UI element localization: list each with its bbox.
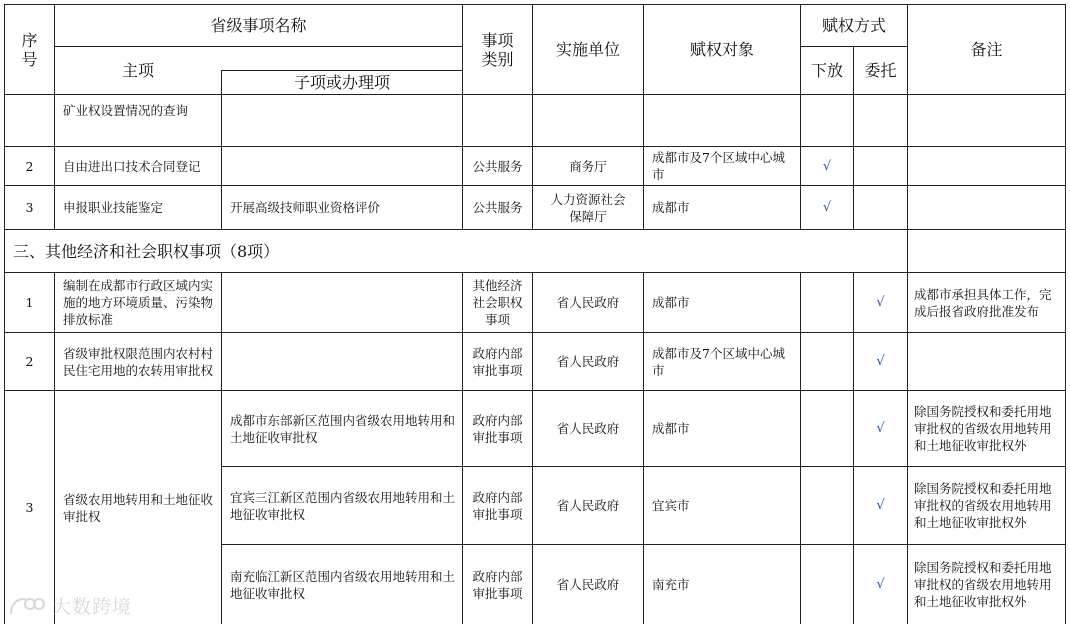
group3-sub-0: 成都市东部新区范围内省级农用地转用和土地征收审批权 [230,412,456,445]
row2-0-remark: 成都市承担具体工作，完成后报省政府批准发布 [914,286,1052,319]
row2-1-seq: 2 [25,354,34,369]
watermark-text: 大数跨境 [52,596,133,618]
row-2-target: 成都市 [652,200,690,215]
watermark [8,592,132,619]
row-2-sub: 开展高级技师职业资格评价 [230,200,381,215]
row2-0-seq: 1 [25,295,34,310]
header-mode-group: 赋权方式 [821,16,886,35]
row2-1-category: 政府内部审批事项 [472,345,523,378]
group3-sub-2-remark: 除国务院授权和委托用地审批权的省级农用地转用和土地征收审批权外 [914,560,1052,609]
row-0-main: 矿业权设置情况的查询 [63,102,189,118]
group3-sub-1: 宜宾三江新区范围内省级农用地转用和土地征收审批权 [230,489,456,522]
header-entrust: 委托 [864,61,897,80]
row-1-unit: 商务厅 [569,158,607,174]
group3-main: 省级农用地转用和土地征收审批权 [63,491,214,524]
section-title: 三、其他经济和社会职权事项（8项） [13,241,280,261]
row-1-main: 自由进出口技术合同登记 [63,158,201,174]
group3-sub-2-entrust-check: √ [876,577,885,592]
group3-sub-0-entrust-check: √ [876,421,885,436]
row-1-delegate-check: √ [822,158,832,174]
header-category: 事项类别 [481,30,514,69]
row2-0-target: 成都市 [652,295,690,310]
group3-sub-0-unit: 省人民政府 [556,421,620,436]
row2-0-entrust-check: √ [876,295,885,310]
row-1-category: 公共服务 [472,158,523,174]
group3-seq: 3 [25,500,34,515]
border-right [1065,4,1066,624]
group3-sub-2-unit: 省人民政府 [556,577,620,592]
header-unit: 实施单位 [555,40,620,59]
col-line-target-b [800,272,801,624]
group3-sub-2-category: 政府内部审批事项 [472,568,523,601]
group3-sub-0-category: 政府内部审批事项 [472,412,523,445]
header-target: 赋权对象 [689,40,754,59]
row2-0-category: 其他经济社会职权事项 [472,278,523,327]
row2-0-main: 编制在成都市行政区域内实施的地方环境质量、污染物排放标准 [63,278,214,327]
group3-sub-1-unit: 省人民政府 [556,498,620,513]
group3-sub-2-target: 南充市 [652,577,690,592]
row-2-category: 公共服务 [472,200,523,215]
group3-sub-0-remark: 除国务院授权和委托用地审批权的省级农用地转用和土地征收审批权外 [914,404,1052,453]
header-seq: 序号 [21,30,38,69]
row-2-main: 申报职业技能鉴定 [63,200,164,215]
row2-1-target: 成都市及7个区域中心城市 [652,345,785,378]
row2-1-unit: 省人民政府 [556,354,620,369]
row2-1-main: 省级审批权限范围内农村村民住宅用地的农转用审批权 [63,345,214,378]
group3-sub-1-entrust-check: √ [876,498,885,513]
header-remark: 备注 [970,40,1003,59]
row-2-delegate-check: √ [822,200,832,215]
group3-sub-2: 南充临江新区范围内省级农用地转用和土地征收审批权 [230,568,456,601]
row-2-seq: 3 [25,200,34,215]
header-main-item: 主项 [121,61,154,80]
header-delegate: 下放 [810,61,843,80]
row-1-seq: 2 [25,158,34,174]
group3-sub-1-target: 宜宾市 [652,498,690,513]
group3-sub-1-remark: 除国务院授权和委托用地审批权的省级农用地转用和土地征收审批权外 [914,481,1052,530]
group3-sub-0-target: 成都市 [652,421,690,436]
row2-1-entrust-check: √ [876,354,885,369]
row-1-target: 成都市及7个区域中心城市 [652,150,785,182]
header-name-group: 省级事项名称 [210,16,307,35]
header-sub-item: 子项或办理项 [293,73,390,92]
row2-0-unit: 省人民政府 [556,295,620,310]
group3-sub-1-category: 政府内部审批事项 [472,489,523,522]
authority-delegation-table [4,4,1066,624]
row-2-unit: 人力资源社会保障厅 [550,191,626,224]
watermark-logo-icon [8,594,46,618]
